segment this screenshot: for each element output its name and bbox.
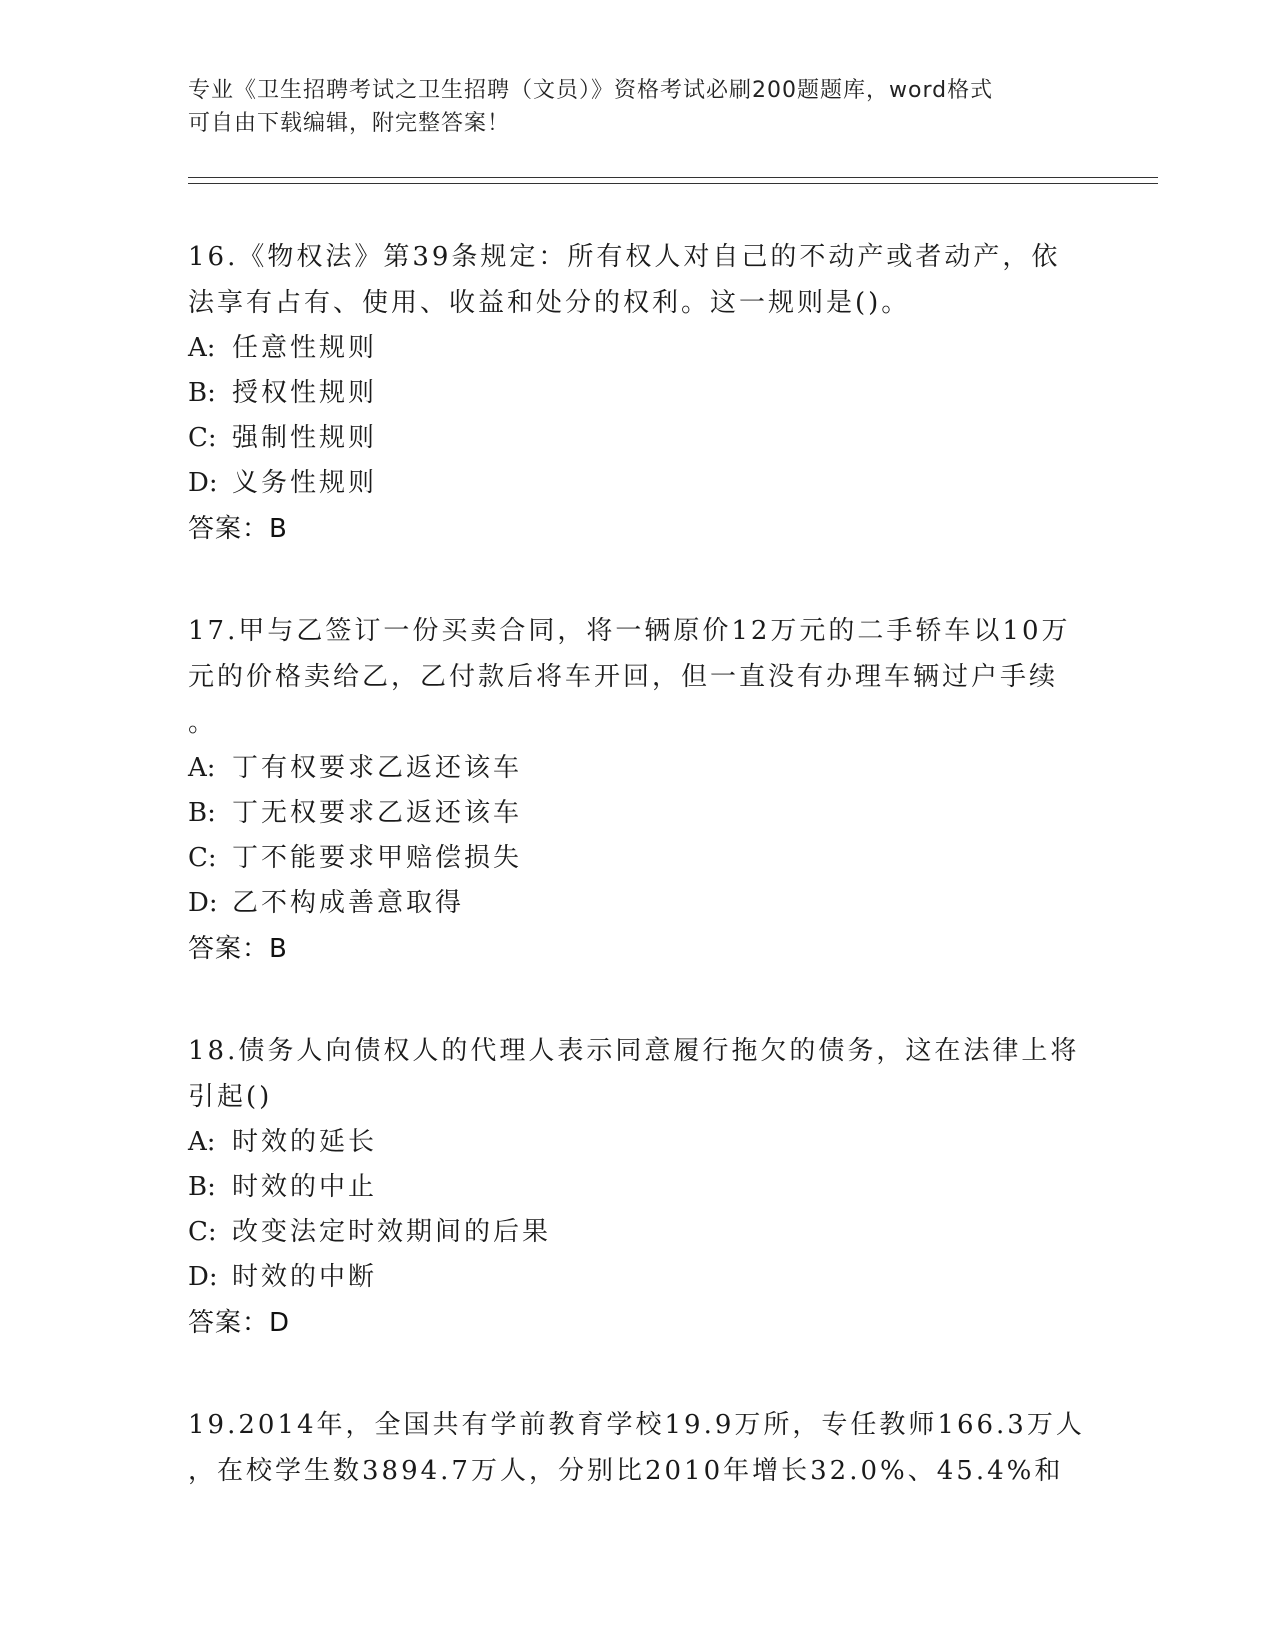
option-text: 改变法定时效期间的后果 bbox=[232, 1217, 552, 1247]
question-stem bbox=[188, 608, 1088, 746]
option-d bbox=[188, 1255, 1088, 1300]
question-stem-line: 18.债务人向债权人的代理人表示同意履行拖欠的债务，这在法律上将 bbox=[188, 1036, 1080, 1066]
option-letter: B: bbox=[188, 378, 216, 408]
header-line-1: 专业《卫生招聘考试之卫生招聘（文员）》资格考试必刷200题题库，word格式 bbox=[188, 78, 994, 103]
option-letter: B: bbox=[188, 798, 216, 828]
answer-line: 答案：D bbox=[188, 1308, 291, 1338]
option-text: 丁无权要求乙返还该车 bbox=[232, 798, 523, 828]
option-b bbox=[188, 791, 1088, 836]
header-line-2: 可自由下载编辑，附完整答案！ bbox=[188, 111, 511, 136]
question-stem-line: 引起() bbox=[188, 1082, 273, 1112]
option-letter: D: bbox=[188, 1262, 218, 1292]
option-text: 时效的中止 bbox=[232, 1172, 378, 1202]
option-letter: D: bbox=[188, 468, 218, 498]
option-d bbox=[188, 881, 1088, 926]
question-stem bbox=[188, 1028, 1088, 1120]
option-letter: C: bbox=[188, 843, 217, 873]
option-letter: C: bbox=[188, 1217, 217, 1247]
option-d bbox=[188, 461, 1088, 506]
option-b bbox=[188, 1165, 1088, 1210]
question-list bbox=[188, 234, 1088, 1550]
option-a bbox=[188, 1120, 1088, 1165]
question-stem-line: ，在校学生数3894.7万人，分别比2010年增长32.0%、45.4%和 bbox=[188, 1456, 1064, 1486]
question-stem-line: 16.《物权法》第39条规定：所有权人对自己的不动产或者动产，依 bbox=[188, 242, 1061, 272]
question-stem-line: 17.甲与乙签订一份买卖合同，将一辆原价12万元的二手轿车以10万 bbox=[188, 616, 1071, 646]
option-c bbox=[188, 416, 1088, 461]
option-text: 时效的延长 bbox=[232, 1127, 378, 1157]
option-b bbox=[188, 371, 1088, 416]
option-a bbox=[188, 326, 1088, 371]
header-divider-bottom bbox=[188, 183, 1158, 184]
option-text: 丁有权要求乙返还该车 bbox=[232, 753, 523, 783]
answer-line: 答案：B bbox=[188, 934, 288, 964]
question-16 bbox=[188, 234, 1088, 552]
option-letter: A: bbox=[188, 333, 216, 363]
option-text: 丁不能要求甲赔偿损失 bbox=[232, 843, 523, 873]
question-stem bbox=[188, 234, 1088, 326]
option-text: 任意性规则 bbox=[232, 333, 378, 363]
header-divider-top bbox=[188, 177, 1158, 178]
option-text: 授权性规则 bbox=[232, 378, 378, 408]
question-stem-line: 。 bbox=[188, 708, 218, 738]
option-text: 强制性规则 bbox=[232, 423, 378, 453]
option-text: 时效的中断 bbox=[232, 1262, 378, 1292]
question-stem bbox=[188, 1402, 1088, 1494]
option-letter: D: bbox=[188, 888, 218, 918]
question-stem-line: 元的价格卖给乙，乙付款后将车开回，但一直没有办理车辆过户手续 bbox=[188, 662, 1059, 692]
option-letter: A: bbox=[188, 753, 216, 783]
document-header bbox=[188, 74, 1068, 140]
answer-line: 答案：B bbox=[188, 514, 288, 544]
question-17 bbox=[188, 608, 1088, 972]
option-a bbox=[188, 746, 1088, 791]
option-letter: B: bbox=[188, 1172, 216, 1202]
question-stem-line: 法享有占有、使用、收益和处分的权利。这一规则是()。 bbox=[188, 288, 911, 318]
option-c bbox=[188, 1210, 1088, 1255]
option-letter: A: bbox=[188, 1127, 216, 1157]
option-text: 乙不构成善意取得 bbox=[232, 888, 465, 918]
question-19 bbox=[188, 1402, 1088, 1494]
option-text: 义务性规则 bbox=[232, 468, 378, 498]
question-stem-line: 19.2014年，全国共有学前教育学校19.9万所，专任教师166.3万人 bbox=[188, 1410, 1085, 1440]
option-letter: C: bbox=[188, 423, 217, 453]
question-18 bbox=[188, 1028, 1088, 1346]
option-c bbox=[188, 836, 1088, 881]
